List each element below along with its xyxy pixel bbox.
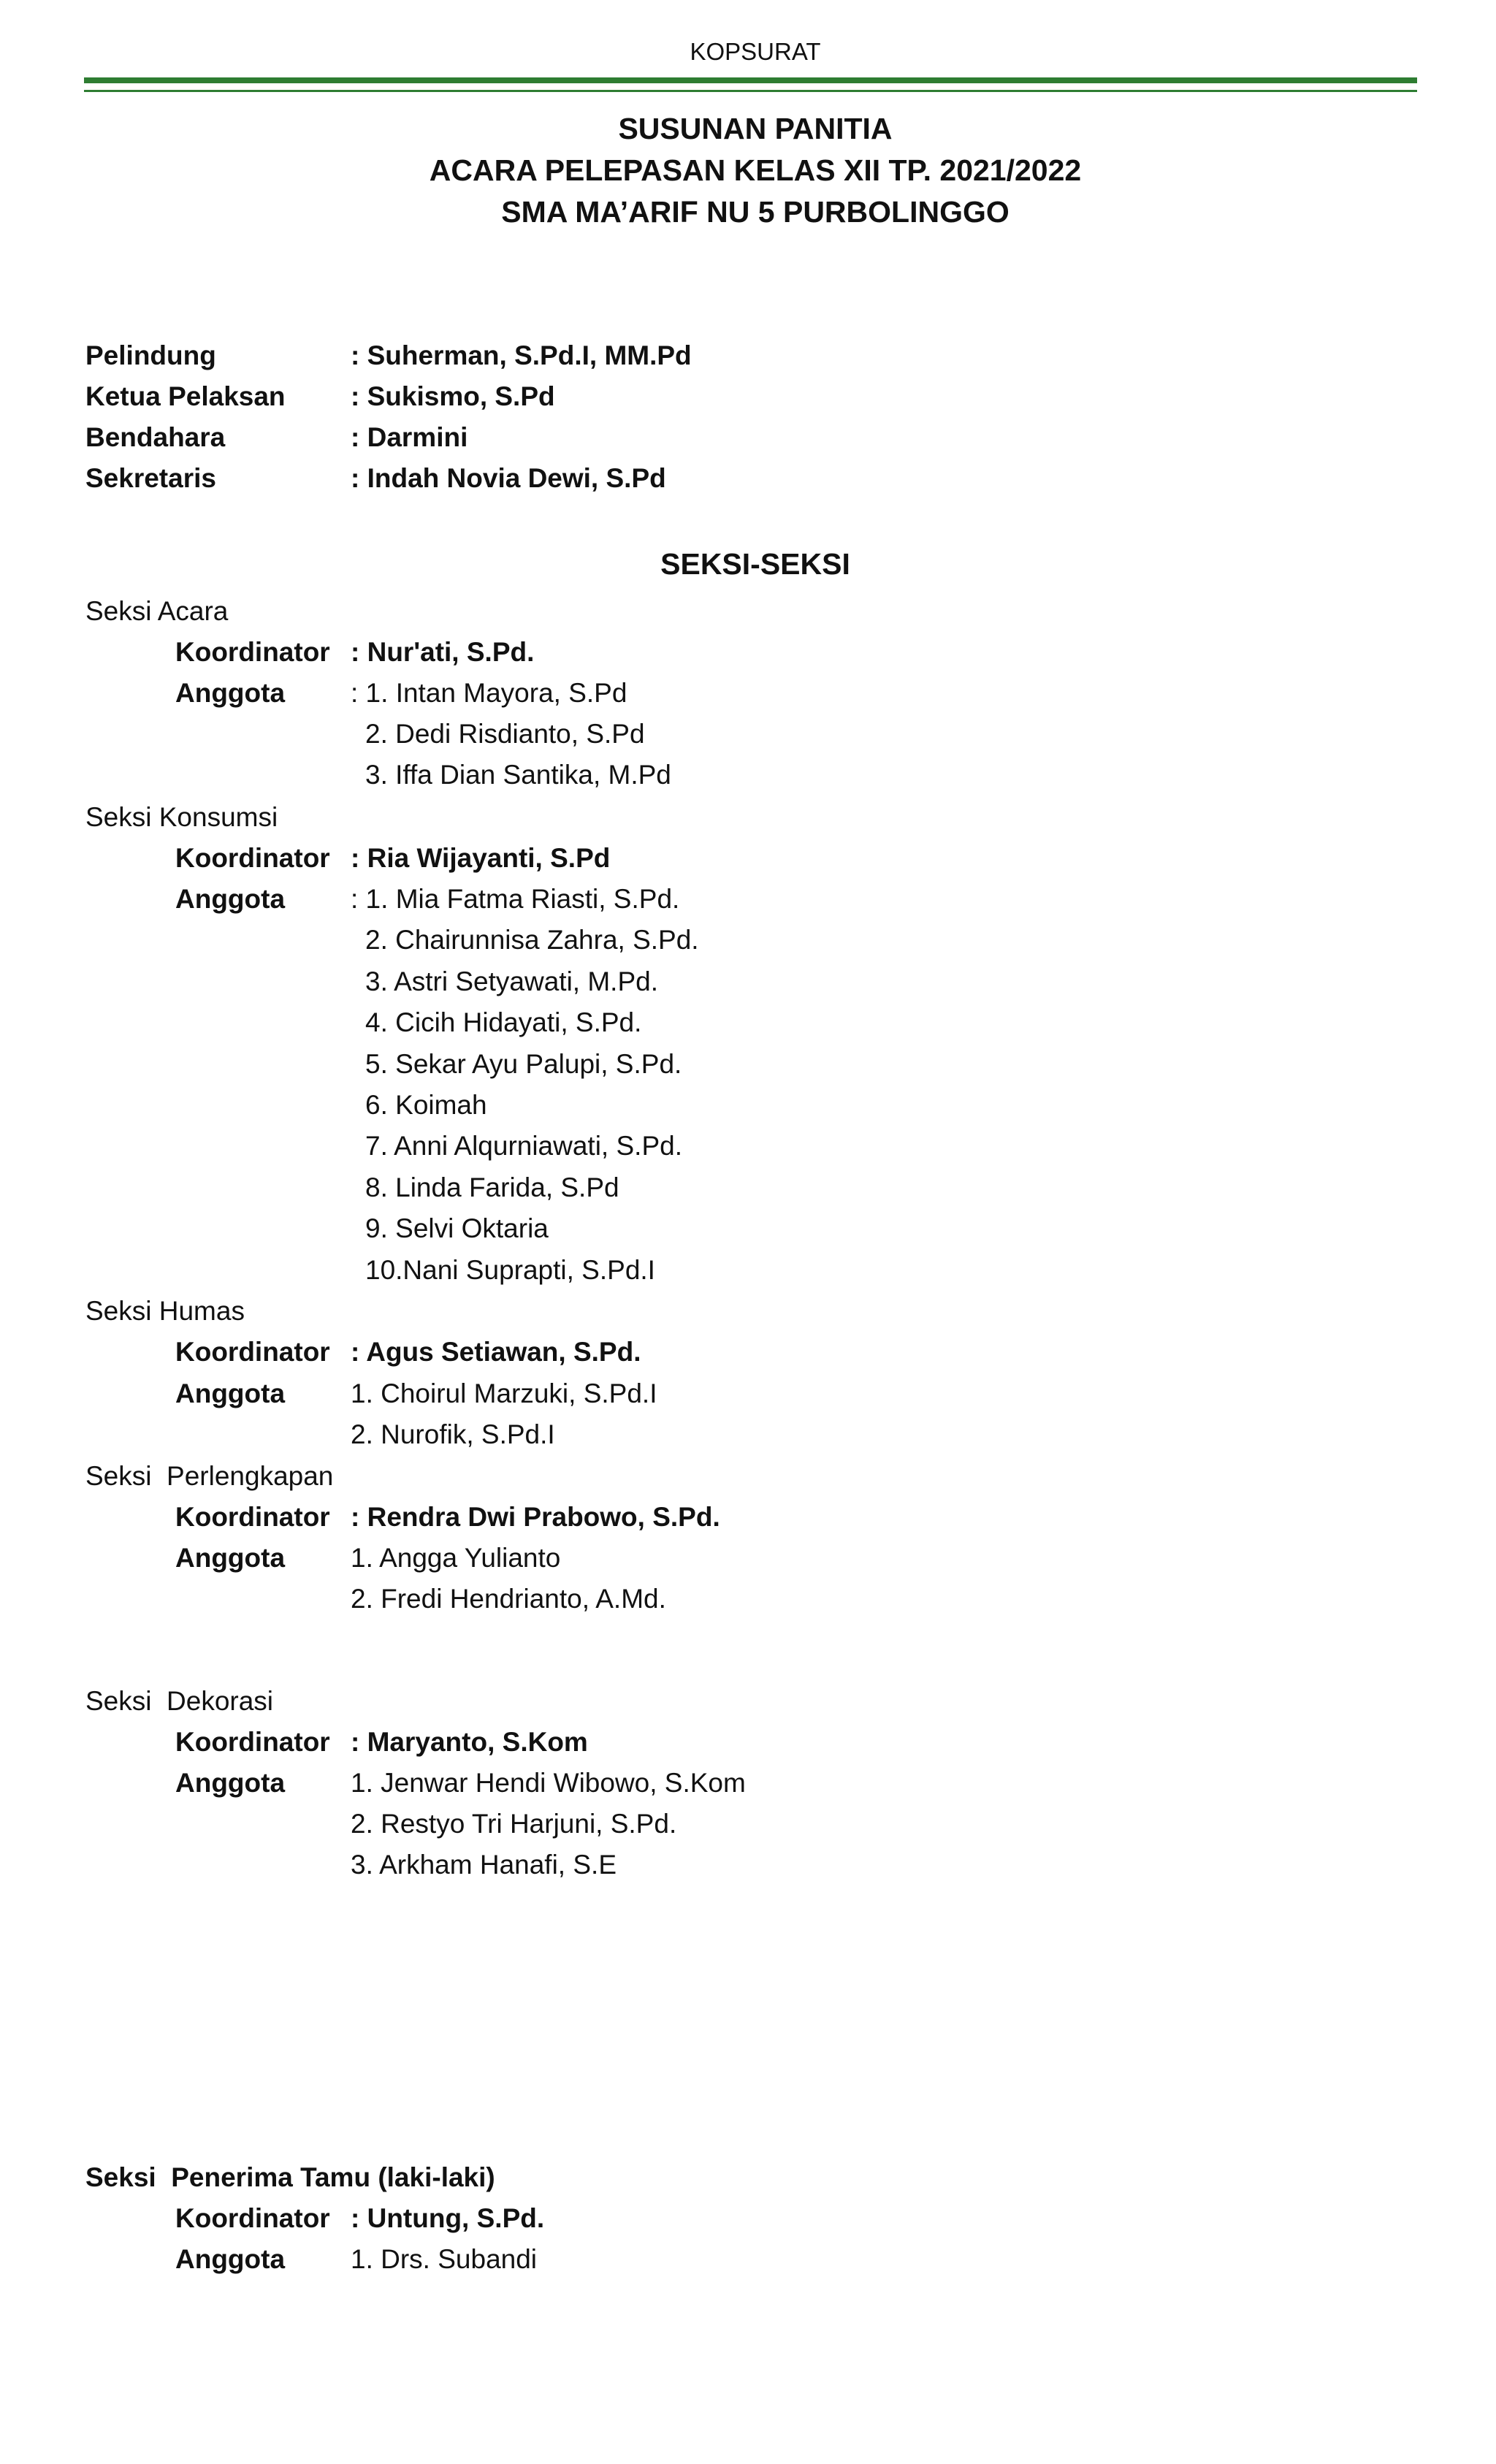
anggota-item: 1. Choirul Marzuki, S.Pd.I [351,1378,657,1408]
koordinator-value: : Agus Setiawan, S.Pd. [351,1337,641,1367]
section-title: Seksi Konsumsi [85,802,278,832]
koordinator-value: : Rendra Dwi Prabowo, S.Pd. [351,1502,720,1532]
koordinator-value: : Ria Wijayanti, S.Pd [351,843,611,873]
anggota-label: Anggota [175,1768,286,1798]
doc-title-line-2: ACARA PELEPASAN KELAS XII TP. 2021/2022 [429,153,1082,187]
koordinator-value: : Nur'ati, S.Pd. [351,637,535,667]
doc-title-line-3: SMA MA’ARIF NU 5 PURBOLINGGO [501,195,1010,229]
doc-title-line-1: SUSUNAN PANITIA [618,112,893,145]
koordinator-label: Koordinator [175,1502,330,1532]
anggota-item: 5. Sekar Ayu Palupi, S.Pd. [365,1049,682,1079]
anggota-item: 4. Cicih Hidayati, S.Pd. [365,1007,642,1037]
koordinator-label: Koordinator [175,2203,330,2233]
koordinator-label: Koordinator [175,1337,330,1367]
sekretaris-value: : Indah Novia Dewi, S.Pd [351,463,666,493]
bendahara-label: Bendahara [85,422,226,452]
section-title: Seksi Perlengkapan [85,1461,334,1491]
koordinator-label: Koordinator [175,1727,330,1757]
anggota-item: 3. Astri Setyawati, M.Pd. [365,966,658,996]
anggota-item: 2. Fredi Hendrianto, A.Md. [351,1584,666,1614]
section-title: Seksi Acara [85,596,229,626]
section-title: Seksi Humas [85,1296,245,1326]
anggota-label: Anggota [175,2244,286,2274]
anggota-item: 1. Drs. Subandi [351,2244,538,2274]
sekretaris-label: Sekretaris [85,463,216,493]
ketua-value: : Sukismo, S.Pd [351,381,555,411]
anggota-label: Anggota [175,678,286,708]
anggota-label: Anggota [175,1543,286,1573]
anggota-item: 1. Jenwar Hendi Wibowo, S.Kom [351,1768,746,1798]
koordinator-value: : Untung, S.Pd. [351,2203,545,2233]
section-title: Seksi Dekorasi [85,1686,274,1716]
anggota-item: 7. Anni Alqurniawati, S.Pd. [365,1131,682,1161]
anggota-item: 2. Nurofik, S.Pd.I [351,1419,555,1449]
anggota-item: 8. Linda Farida, S.Pd [365,1172,619,1202]
pelindung-value: : Suherman, S.Pd.I, MM.Pd [351,340,692,370]
anggota-item: 10.Nani Suprapti, S.Pd.I [365,1255,655,1285]
anggota-item: 2. Chairunnisa Zahra, S.Pd. [365,925,699,955]
kop-surat-label: KOPSURAT [690,38,821,65]
anggota-item: 6. Koimah [365,1090,487,1120]
ketua-label: Ketua Pelaksan [85,381,286,411]
anggota-item: : 1. Intan Mayora, S.Pd [351,678,627,708]
seksi-heading: SEKSI-SEKSI [660,547,850,581]
anggota-label: Anggota [175,884,286,914]
anggota-label: Anggota [175,1378,286,1408]
header-divider-thin [84,90,1417,92]
anggota-item: 3. Arkham Hanafi, S.E [351,1850,617,1880]
anggota-item: 9. Selvi Oktaria [365,1213,549,1243]
anggota-item: 2. Restyo Tri Harjuni, S.Pd. [351,1809,677,1839]
koordinator-label: Koordinator [175,843,330,873]
anggota-item: 2. Dedi Risdianto, S.Pd [365,719,645,749]
anggota-item: 1. Angga Yulianto [351,1543,561,1573]
header-divider-thick [84,77,1417,83]
bendahara-value: : Darmini [351,422,468,452]
pelindung-label: Pelindung [85,340,216,370]
anggota-item: 3. Iffa Dian Santika, M.Pd [365,760,671,790]
koordinator-label: Koordinator [175,637,330,667]
section-title: Seksi Penerima Tamu (laki-laki) [85,2162,495,2192]
koordinator-value: : Maryanto, S.Kom [351,1727,588,1757]
anggota-item: : 1. Mia Fatma Riasti, S.Pd. [351,884,680,914]
